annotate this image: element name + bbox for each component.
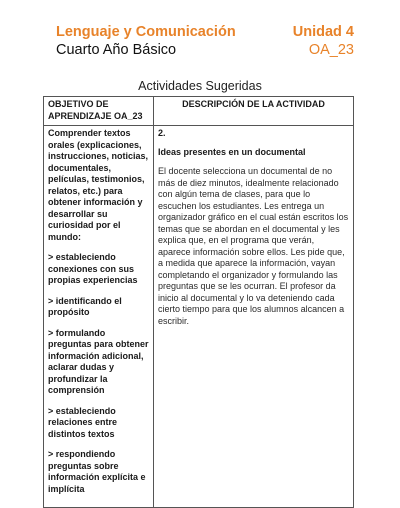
- subject-title: Lenguaje y Comunicación: [56, 24, 236, 40]
- objective-item: > identificando el propósito: [48, 295, 122, 317]
- section-title: Actividades Sugeridas: [138, 79, 262, 93]
- activities-table: [43, 96, 354, 508]
- activity-number: 2.: [158, 128, 166, 138]
- objective-column-header: OBJETIVO DE APRENDIZAJE OA_23: [44, 97, 154, 126]
- description-column-header: DESCRIPCIÓN DE LA ACTIVIDAD: [154, 97, 354, 126]
- header-right: [293, 24, 354, 58]
- header-left: [56, 24, 236, 58]
- objective-statement: Comprender textos orales (explicaciones, instrucciones, noticias, documentales, películas, testimonios, relatos, etc.) para obtener información y desarrollar su curiosidad por el mundo:: [48, 128, 149, 242]
- objective-item: > formulando preguntas para obtener información adicional, aclarar dudas y profundizar la comprensión: [48, 327, 149, 395]
- objective-item: > estableciendo relaciones entre distintos textos: [48, 405, 118, 439]
- objective-code: OA_23: [308, 42, 354, 58]
- description-cell: [154, 126, 354, 508]
- activity-description: El docente selecciona un documental de no más de diez minutos, idealmente relacionado con algún tema de clases, para que lo escuchen los estudiantes. Les entrega un organizador gráfico en el cual están escritos los temas que se abordan en el documental y les explica que, en el programa que verán, aparece información sobre ellos. Les pide que, a medida que aparece la información, vayan completando el organizador y formulando las preguntas que se les ocurran. El profesor da inicio al documental y lo va deteniendo cada cierto tiempo para que los alumnos alcancen a escribir.: [158, 166, 349, 326]
- table-header-row: [44, 97, 354, 126]
- activity-title: Ideas presentes en un documental: [158, 146, 306, 157]
- objective-item: > respondiendo preguntas sobre información explícita e implícita: [48, 449, 146, 494]
- grade-label: Cuarto Año Básico: [56, 42, 177, 58]
- objective-cell: [44, 126, 154, 508]
- table-row: [44, 126, 354, 508]
- objective-item: > estableciendo conexiones con sus propias experiencias: [48, 252, 138, 285]
- unit-label: Unidad 4: [292, 24, 354, 40]
